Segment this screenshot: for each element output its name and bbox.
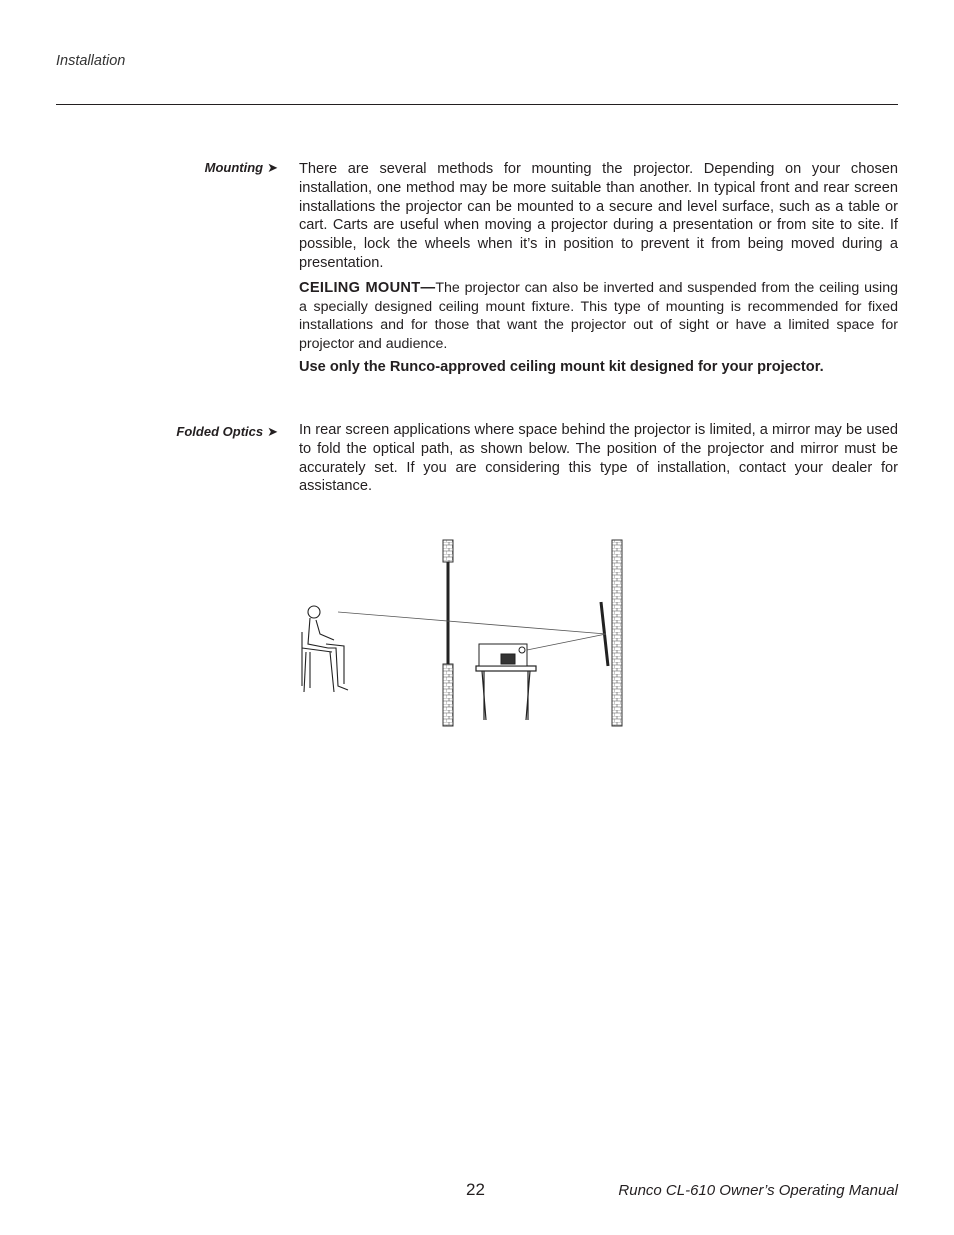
- rear-wall: [612, 540, 622, 726]
- mounting-side-label: [78, 160, 278, 176]
- projector: [479, 644, 527, 666]
- ceiling-mount-warning: Use only the Runco-approved ceiling mount kit designed for your projector.: [299, 359, 824, 375]
- mounting-paragraph: There are several methods for mounting the projector. Depending on your chosen installation, one method may be more suitable than another. In typical front and rear screen installations the projector can be mounted to a secure and level surface, such as a table or cart. Carts are useful when moving a projector during a presentation or from site to site. If possible, lock the wheels when it’s in position to prevent it from being moved during a presentation.: [299, 161, 898, 271]
- header-divider: [56, 104, 898, 105]
- page-number: 22: [466, 1180, 485, 1199]
- light-path: [338, 612, 606, 650]
- folded-optics-paragraph: In rear screen applications where space behind the projector is limited, a mirror may be used to fold the optical path, as shown below. The position of the projector and mirror must be accurately set. If you are considering this type of installation, contact your dealer for assistance.: [299, 422, 898, 495]
- ceiling-mount-term: CEILING MOUNT—: [299, 279, 436, 296]
- ceiling-mount-text: The projector can also be inverted and suspended from the ceiling using a specially designed ceiling mount fixture. This type of mounting is recommended for fixed installations and for those that want the projector out of sight or have a limited space for projector and audience.: [299, 279, 898, 353]
- arrow-right-icon: ➤: [267, 160, 278, 175]
- mounting-label-text: Mounting: [204, 160, 264, 175]
- running-header: Installation: [56, 53, 126, 69]
- projector-table: [476, 666, 536, 720]
- seated-viewer: [302, 606, 348, 692]
- mounting-section: [299, 160, 898, 354]
- ceiling-mount-paragraph: [299, 279, 898, 354]
- screen-wall: [443, 540, 453, 726]
- folded-optics-diagram: [296, 536, 628, 730]
- manual-title: Runco CL-610 Owner’s Operating Manual: [618, 1182, 898, 1199]
- arrow-right-icon: ➤: [267, 424, 278, 439]
- folded-optics-section: [299, 421, 898, 496]
- folded-optics-label-text: Folded Optics: [176, 424, 264, 439]
- folded-optics-side-label: [78, 424, 278, 440]
